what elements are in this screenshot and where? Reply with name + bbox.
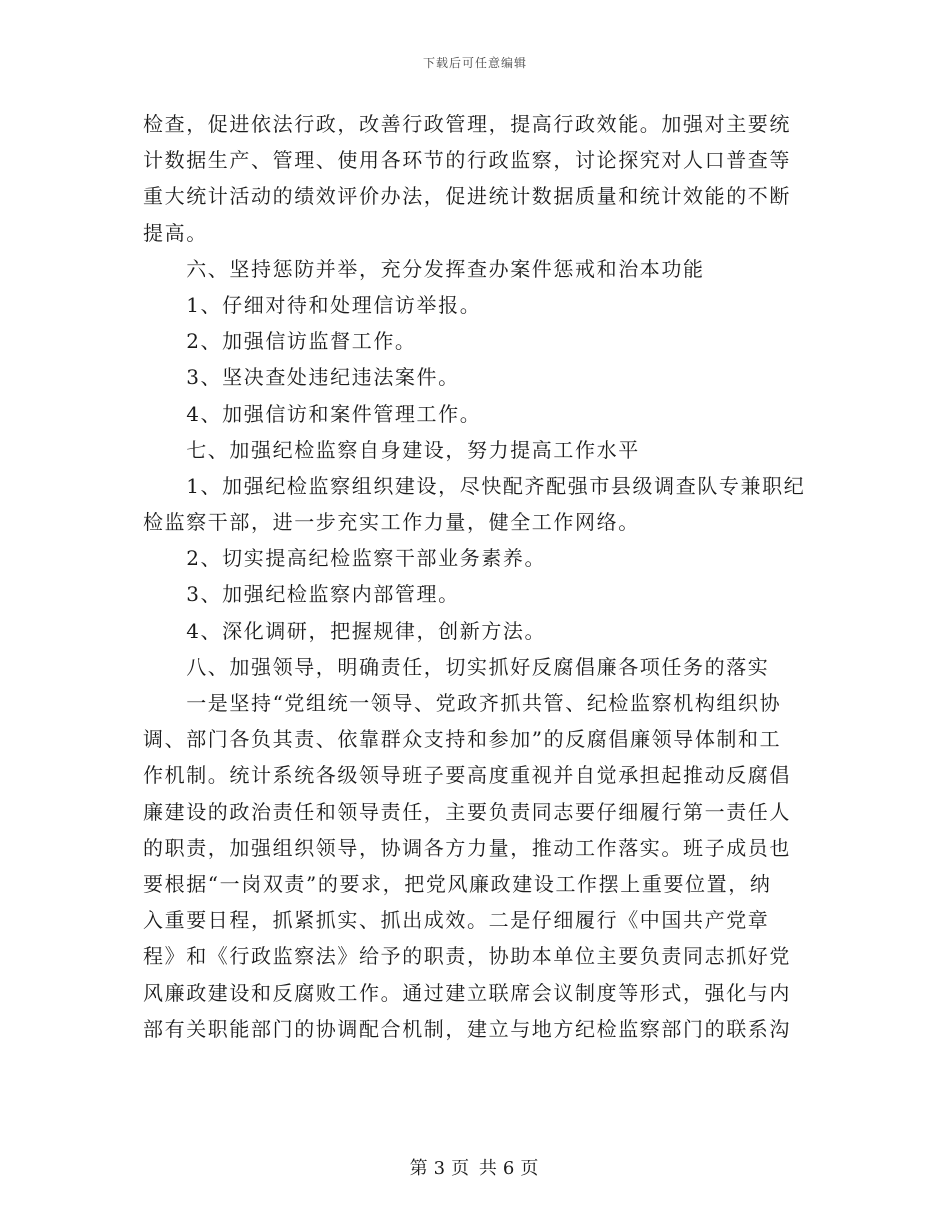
body-text-line: 廉建设的政治责任和领导责任，主要负责同志要仔细履行第一责任人 xyxy=(143,799,791,824)
body-text-line: 入重要日程，抓紧抓实、抓出成效。二是仔细履行《中国共产党章 xyxy=(143,908,770,933)
body-text-line: 一是坚持“党组统一领导、党政齐抓共管、纪检监察机构组织协 xyxy=(143,691,782,715)
body-text-line: 3、坚决查处违纪违法案件。 xyxy=(143,365,460,390)
page-label-prefix: 第 xyxy=(409,1158,430,1179)
body-text-line: 调、部门各负其责、依靠群众支持和参加”的反腐倡廉领导体制和工 xyxy=(143,727,782,752)
page-current-number: 3 xyxy=(433,1158,448,1179)
body-text-line: 4、加强信访和案件管理工作。 xyxy=(143,401,482,426)
body-text-line: 的职责，加强组织领导，协调各方力量，推动工作落实。班子成员也 xyxy=(143,835,791,860)
body-text-line: 3、加强纪检监察内部管理。 xyxy=(143,582,460,607)
body-text-line: 要根据“一岗双责”的要求，把党风廉政建设工作摆上重要位置，纳 xyxy=(143,871,772,896)
body-text-line: 4、深化调研，把握规律，创新方法。 xyxy=(143,618,547,643)
body-text-line: 2、加强信访监督工作。 xyxy=(143,329,417,354)
document-body xyxy=(143,106,809,1047)
body-text-line: 提高。 xyxy=(143,220,208,245)
body-text-line: 1、仔细对待和处理信访举报。 xyxy=(143,292,482,317)
body-text-line: 1、加强纪检监察组织建设，尽快配齐配强市县级调查队专兼职纪 xyxy=(143,473,806,498)
body-text-line: 重大统计活动的绩效评价办法，促进统计数据质量和统计效能的不断 xyxy=(143,184,791,209)
body-text-line: 六、坚持惩防并举，充分发挥查办案件惩戒和治本功能 xyxy=(143,256,705,281)
body-text-line: 2、切实提高纪检监察干部业务素养。 xyxy=(143,546,547,571)
body-text-line: 程》和《行政监察法》给予的职责，协助本单位主要负责同志抓好党 xyxy=(143,944,791,969)
page-header-note: 下载后可任意编辑 xyxy=(422,56,527,70)
page-footer xyxy=(0,1154,950,1180)
page-label-suffix: 页 xyxy=(520,1158,541,1179)
page-total-number: 6 xyxy=(502,1158,517,1179)
body-text-line: 检监察干部，进一步充实工作力量，健全工作网络。 xyxy=(143,510,640,535)
body-text-line: 八、加强领导，明确责任，切实抓好反腐倡廉各项任务的落实 xyxy=(143,654,770,679)
body-text-line: 七、加强纪检监察自身建设，努力提高工作水平 xyxy=(143,437,640,462)
body-text-line: 作机制。统计系统各级领导班子要高度重视并自觉承担起推动反腐倡 xyxy=(143,763,791,788)
body-text-line: 计数据生产、管理、使用各环节的行政监察，讨论探究对人口普查等 xyxy=(143,148,791,173)
body-text-line: 部有关职能部门的协调配合机制，建立与地方纪检监察部门的联系沟 xyxy=(143,1016,791,1041)
page-label-mid: 页 共 xyxy=(451,1158,499,1179)
body-text-line: 检查，促进依法行政，改善行政管理，提高行政效能。加强对主要统 xyxy=(143,112,791,136)
body-text-line: 风廉政建设和反腐败工作。通过建立联席会议制度等形式，强化与内 xyxy=(143,980,791,1005)
